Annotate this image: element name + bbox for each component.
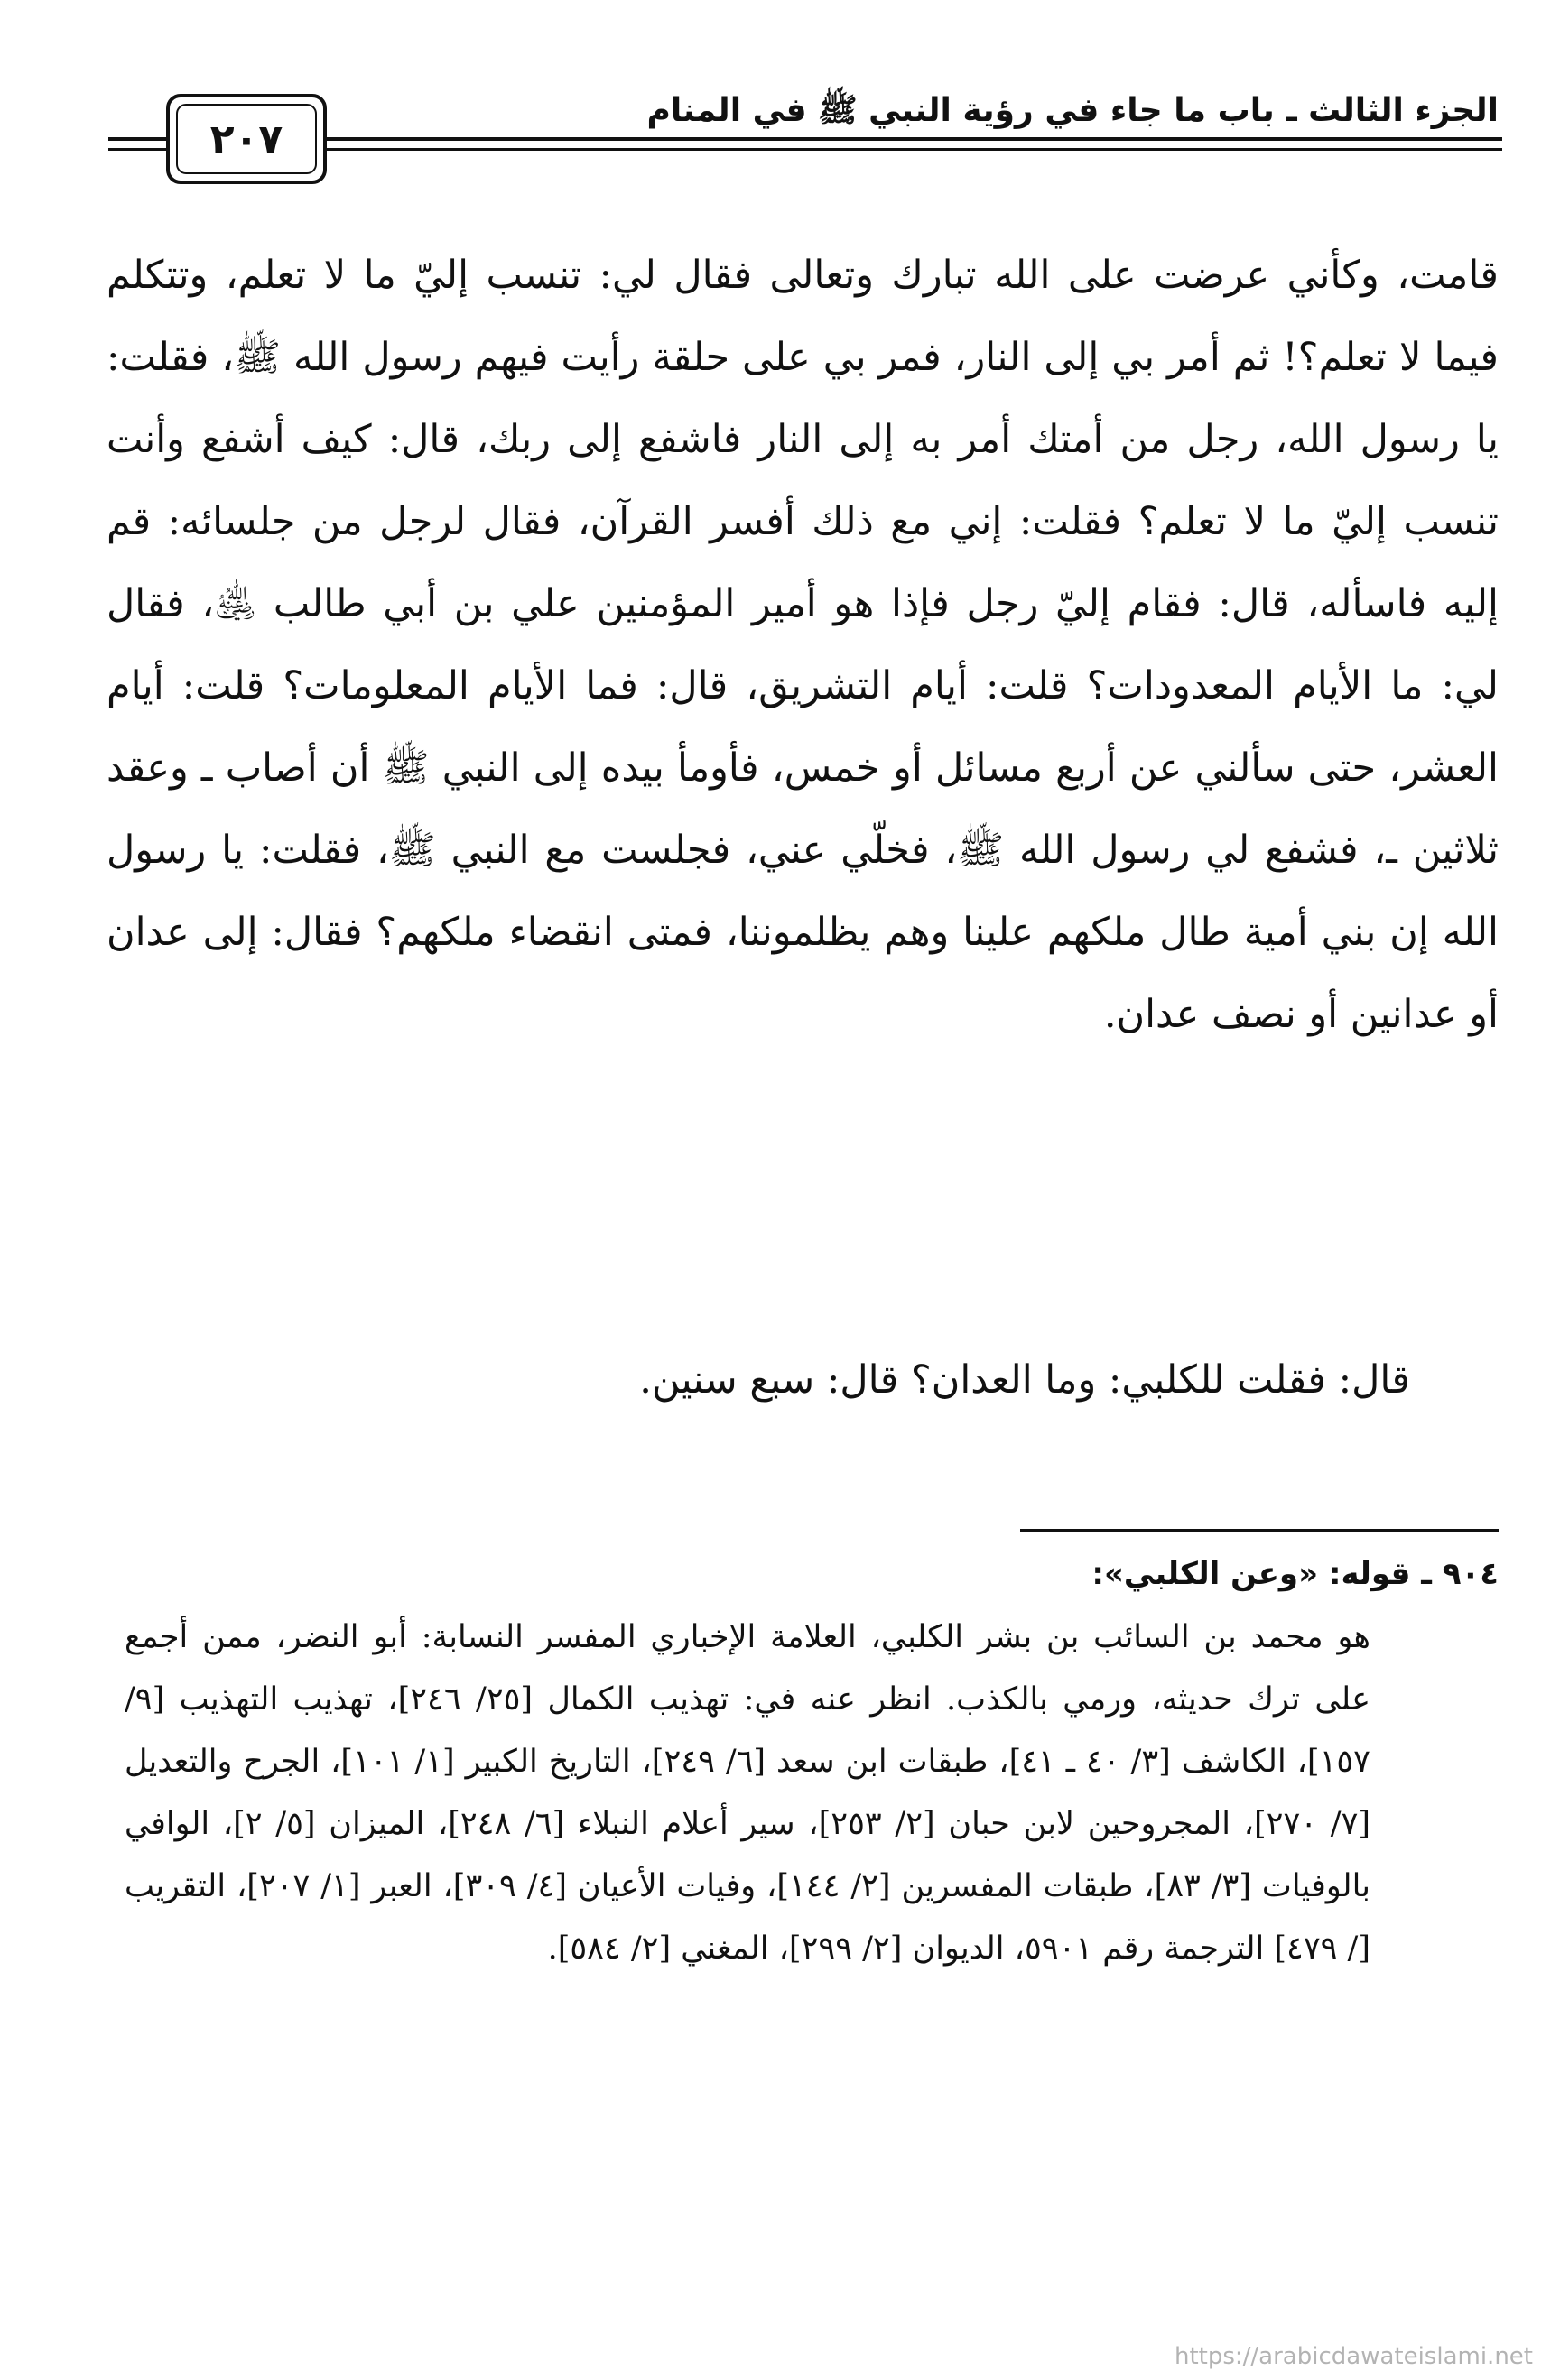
page-number-frame bbox=[166, 94, 327, 184]
main-paragraph: قامت، وكأني عرضت على الله تبارك وتعالى فقال لي: تنسب إليّ ما لا تعلم، وتتكلم فيما لا تعلم؟! ثم أمر بي إلى النار، فمر بي على حلقة رأيت فيهم رسول الله ﷺ، فقلت: يا رسول الله، رجل من أمتك أمر به إلى النار فاشفع إلى ربك، قال: كيف أشفع وأنت تنسب إليّ ما لا تعلم؟ فقلت: إني مع ذلك أفسر القرآن، فقال لرجل من جلسائه: قم إليه فاسأله، قال: فقام إليّ رجل فإذا هو أمير المؤمنين علي بن أبي طالب ﵁، فقال لي: ما الأيام المعدودات؟ قلت: أيام التشريق، قال: فما الأيام المعلومات؟ قلت: أيام العشر، حتى سألني عن أربع مسائل أو خمس، فأومأ بيده إلى النبي ﷺ أن أصاب ـ وعقد ثلاثين ـ، فشفع لي رسول الله ﷺ، فخلّي عني، فجلست مع النبي ﷺ، فقلت: يا رسول الله إن بني أمية طال ملكهم علينا وهم يظلموننا، فمتى انقضاء ملكهم؟ فقال: إلى عدان أو عدانين أو نصف عدان. bbox=[107, 253, 1499, 1037]
watermark-url: https://arabicdawateislami.net bbox=[1174, 2343, 1533, 2370]
footnote-paragraph: هو محمد بن السائب بن بشر الكلبي، العلامة الإخباري المفسر النسابة: أبو النضر، ممن أجمع على ترك حديثه، ورمي بالكذب. انظر عنه في: تهذيب الكمال [٢٥/ ٢٤٦]، تهذيب التهذيب [٩/ ١٥٧]، الكاشف [٣/ ٤٠ ـ ٤١]، طبقات ابن سعد [٦/ ٢٤٩]، التاريخ الكبير [١/ ١٠١]، الجرح والتعديل [٧/ ٢٧٠]، المجروحين لابن حبان [٢/ ٢٥٣]، سير أعلام النبلاء [٦/ ٢٤٨]، الميزان [٥/ ٢]، الوافي بالوفيات [٣/ ٨٣]، طبقات المفسرين [٢/ ١٤٤]، وفيات الأعيان [٤/ ٣٠٩]، العبر [١/ ٢٠٧]، التقريب [/ ٤٧٩] الترجمة رقم ٥٩٠١، الديوان [٢/ ٢٩٩]، المغني [٢/ ٥٨٤]. bbox=[125, 1619, 1371, 1967]
main-text-block bbox=[107, 235, 1499, 1056]
closing-line: قال: فقلت للكلبي: وما العدان؟ قال: سبع سنين. bbox=[639, 1357, 1410, 1403]
running-header-title: الجزء الثالث ـ باب ما جاء في رؤية النبي ﷺ في المنام bbox=[646, 92, 1499, 129]
footnote-body bbox=[125, 1607, 1370, 1980]
footnote-separator bbox=[1020, 1529, 1499, 1532]
page-number: ٢٠٧ bbox=[176, 104, 317, 174]
footnote-heading: ٩٠٤ ـ قوله: «وعن الكلبي»: bbox=[1091, 1556, 1499, 1592]
